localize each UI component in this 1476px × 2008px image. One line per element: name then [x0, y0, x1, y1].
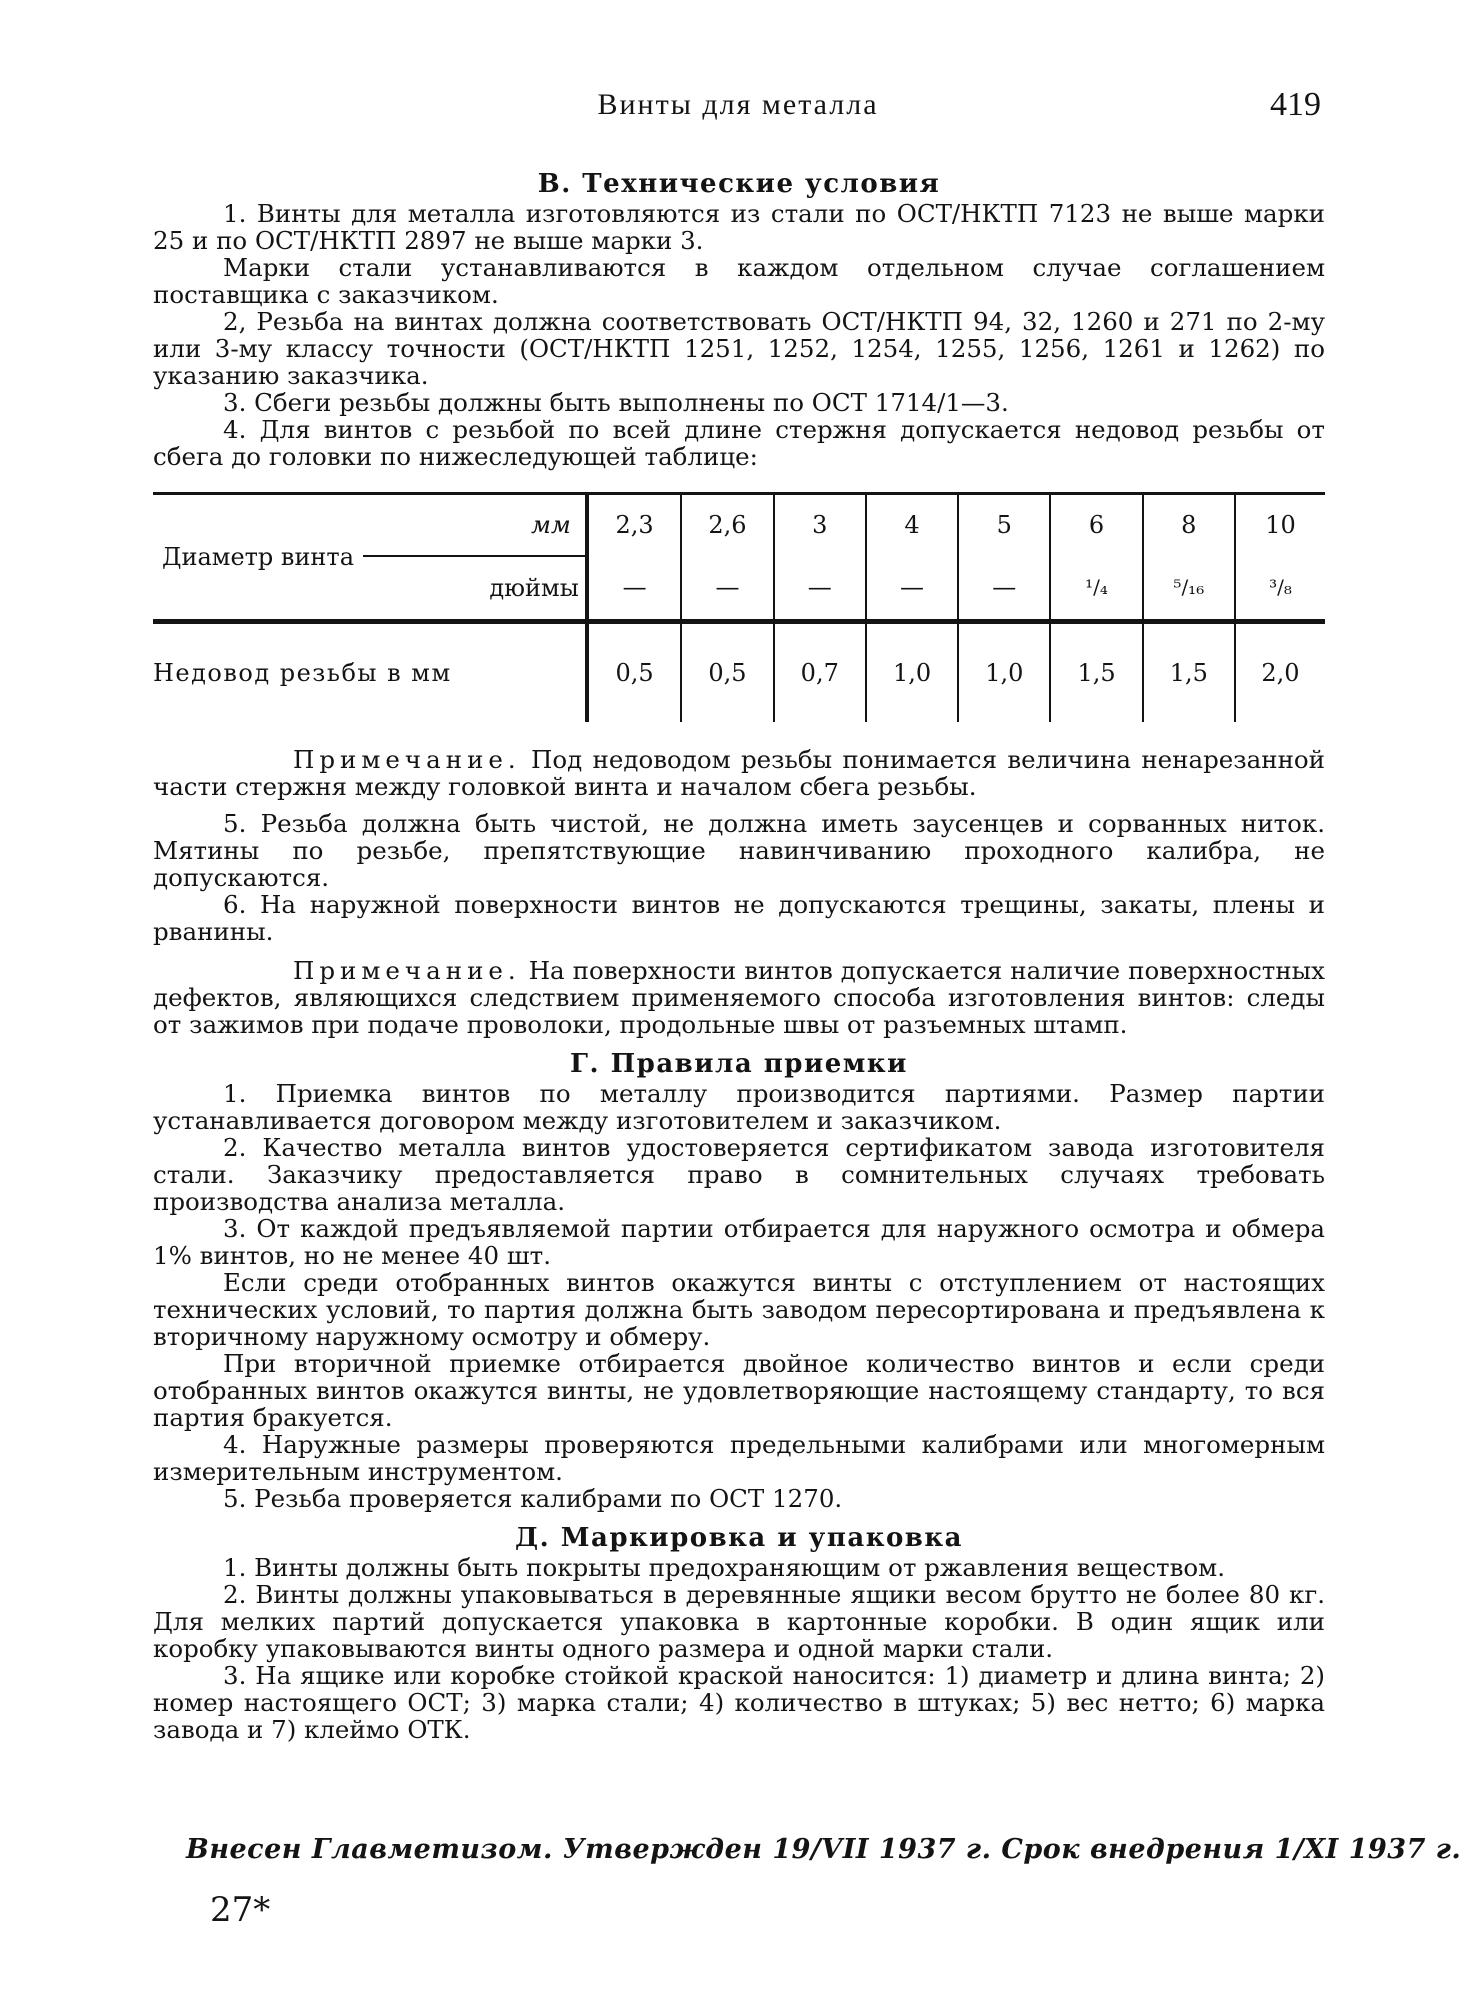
table-cell-underrun: 1,0 — [958, 622, 1050, 723]
section-d-p3: 3. На ящике или коробке стойкой краской наносится: 1) диаметр и длина винта; 2) номер настоящего ОСТ; 3) марка стали; 4) количество в штуках; 5) вес нетто; 6) марка завода и 7) клеймо ОТК. — [153, 1661, 1325, 1744]
table-row-underrun — [153, 622, 1325, 723]
page-body — [153, 168, 1325, 1743]
section-g-p2: 2. Качество металла винтов удостоверяется сертификатом завода изготовителя стали. Заказчику предоставляется право в сомнительных случаях требовать производства анализа металла. — [153, 1133, 1325, 1216]
table-row-mm — [153, 494, 1325, 557]
section-v-p4: 3. Сбеги резьбы должны быть выполнены по ОСТ 1714/1—3. — [223, 388, 1009, 417]
table-cell-mm: 4 — [866, 494, 958, 557]
table-cell-mm: 2,3 — [587, 494, 682, 557]
table-cell-underrun: 1,5 — [1143, 622, 1235, 723]
table-label-inches: дюймы — [489, 573, 579, 602]
table-cell-mm: 8 — [1143, 494, 1235, 557]
section-g-p5: При вторичной приемке отбирается двойное количество винтов и если среди отобранных винтов окажутся винты, не удовлетворяющие настоящему стандарту, то вся партия бракуется. — [153, 1349, 1325, 1432]
table-label-diameter: Диаметр винта — [153, 494, 363, 622]
sheet-signature: 27* — [210, 1890, 271, 1930]
table-cell-inch: ³/₈ — [1235, 556, 1325, 622]
table-cell-mm: 5 — [958, 494, 1050, 557]
section-g-p6: 4. Наружные размеры проверяются предельными калибрами или многомерным измерительным инструментом. — [153, 1430, 1325, 1486]
section-g-p4: Если среди отобранных винтов окажутся винты с отступлением от настоящих технических условий, то партия должна быть заводом пересортирована и предъявлена к вторичному наружному осмотру и обмеру. — [153, 1268, 1325, 1351]
table-cell-inch: — — [587, 556, 682, 622]
running-header: Винты для металла — [597, 88, 879, 121]
table-cell-inch: ⁵/₁₆ — [1143, 556, 1235, 622]
table-label-mm: мм — [363, 494, 587, 557]
table-cell-mm: 6 — [1050, 494, 1142, 557]
table-cell-inch: — — [958, 556, 1050, 622]
table-cell-underrun: 1,5 — [1050, 622, 1142, 723]
table-cell-inch: ¹/₄ — [1050, 556, 1142, 622]
section-v-p2: Марки стали устанавливаются в каждом отдельном случае соглашением поставщика с заказчиком. — [153, 253, 1325, 309]
section-g-p3: 3. От каждой предъявляемой партии отбирается для наружного осмотра и обмера 1% винтов, но не менее 40 шт. — [153, 1214, 1325, 1270]
section-g-p7: 5. Резьба проверяется калибрами по ОСТ 1270. — [223, 1484, 843, 1513]
thread-underrun-table — [153, 492, 1325, 722]
approval-footer: Внесен Главметизом. Утвержден 19/VII 1937 г. Срок внедрения 1/XI 1937 г. — [186, 1834, 1462, 1865]
table-label-underrun: Недовод резьбы в мм — [153, 622, 587, 723]
table-cell-underrun: 2,0 — [1235, 622, 1325, 723]
table-cell-underrun: 1,0 — [866, 622, 958, 723]
section-g-p1: 1. Приемка винтов по металлу производится партиями. Размер партии устанавливается договором между изготовителем и заказчиком. — [153, 1079, 1325, 1135]
section-v-p5: 4. Для винтов с резьбой по всей длине стержня допускается недовод резьбы от сбега до головки по нижеследующей таблице: — [153, 415, 1325, 471]
table-cell-mm: 10 — [1235, 494, 1325, 557]
table-cell-underrun: 0,7 — [774, 622, 866, 723]
note-2-label: Примечание. — [293, 956, 521, 985]
note-2-text: На поверхности винтов допускается наличие поверхностных дефектов, являющихся следствием применяемого способа изготовления винтов: следы от зажимов при подаче проволоки, продольные швы от разъемных штамп. — [153, 956, 1325, 1039]
table-cell-underrun: 0,5 — [587, 622, 682, 723]
note-1-text: Под недоводом резьбы понимается величина ненарезанной части стержня между головкой винта и началом сбега резьбы. — [153, 745, 1325, 801]
table-cell-mm: 2,6 — [681, 494, 773, 557]
section-v-title: В. Технические условия — [537, 169, 941, 199]
table-cell-inch: — — [866, 556, 958, 622]
section-v-p3: 2, Резьба на винтах должна соответствовать ОСТ/НКТП 94, 32, 1260 и 271 по 2-му или 3-му классу точности (ОСТ/НКТП 1251, 1252, 1254, 1255, 1256, 1261 и 1262) по указанию заказчика. — [153, 307, 1325, 390]
note-1-label: Примечание. — [293, 745, 521, 774]
section-d-p1: 1. Винты должны быть покрыты предохраняющим от ржавления веществом. — [223, 1553, 1225, 1582]
table-cell-inch: — — [681, 556, 773, 622]
table-cell-inch: — — [774, 556, 866, 622]
note-2 — [153, 957, 1325, 1038]
note-1 — [153, 746, 1325, 800]
section-d-title: Д. Маркировка и упаковка — [514, 1523, 963, 1553]
page-number: 419 — [1270, 86, 1321, 123]
section-d-p2: 2. Винты должны упаковываться в деревянные ящики весом брутто не более 80 кг. Для мелких партий допускается упаковка в картонные коробки. В один ящик или коробку упаковываются винты одного размера и одной марки стали. — [153, 1580, 1325, 1663]
section-g-title: Г. Правила приемки — [570, 1049, 908, 1079]
table-cell-mm: 3 — [774, 494, 866, 557]
table-cell-underrun: 0,5 — [681, 622, 773, 723]
section-v-p1: 1. Винты для металла изготовляются из стали по ОСТ/НКТП 7123 не выше марки 25 и по ОСТ/НКТП 2897 не выше марки 3. — [153, 199, 1325, 255]
section-v-p6: 5. Резьба должна быть чистой, не должна иметь заусенцев и сорванных ниток. Мятины по резьбе, препятствующие навинчиванию проходного калибра, не допускаются. — [153, 809, 1325, 892]
section-v-p7: 6. На наружной поверхности винтов не допускаются трещины, закаты, плены и рванины. — [153, 890, 1325, 946]
